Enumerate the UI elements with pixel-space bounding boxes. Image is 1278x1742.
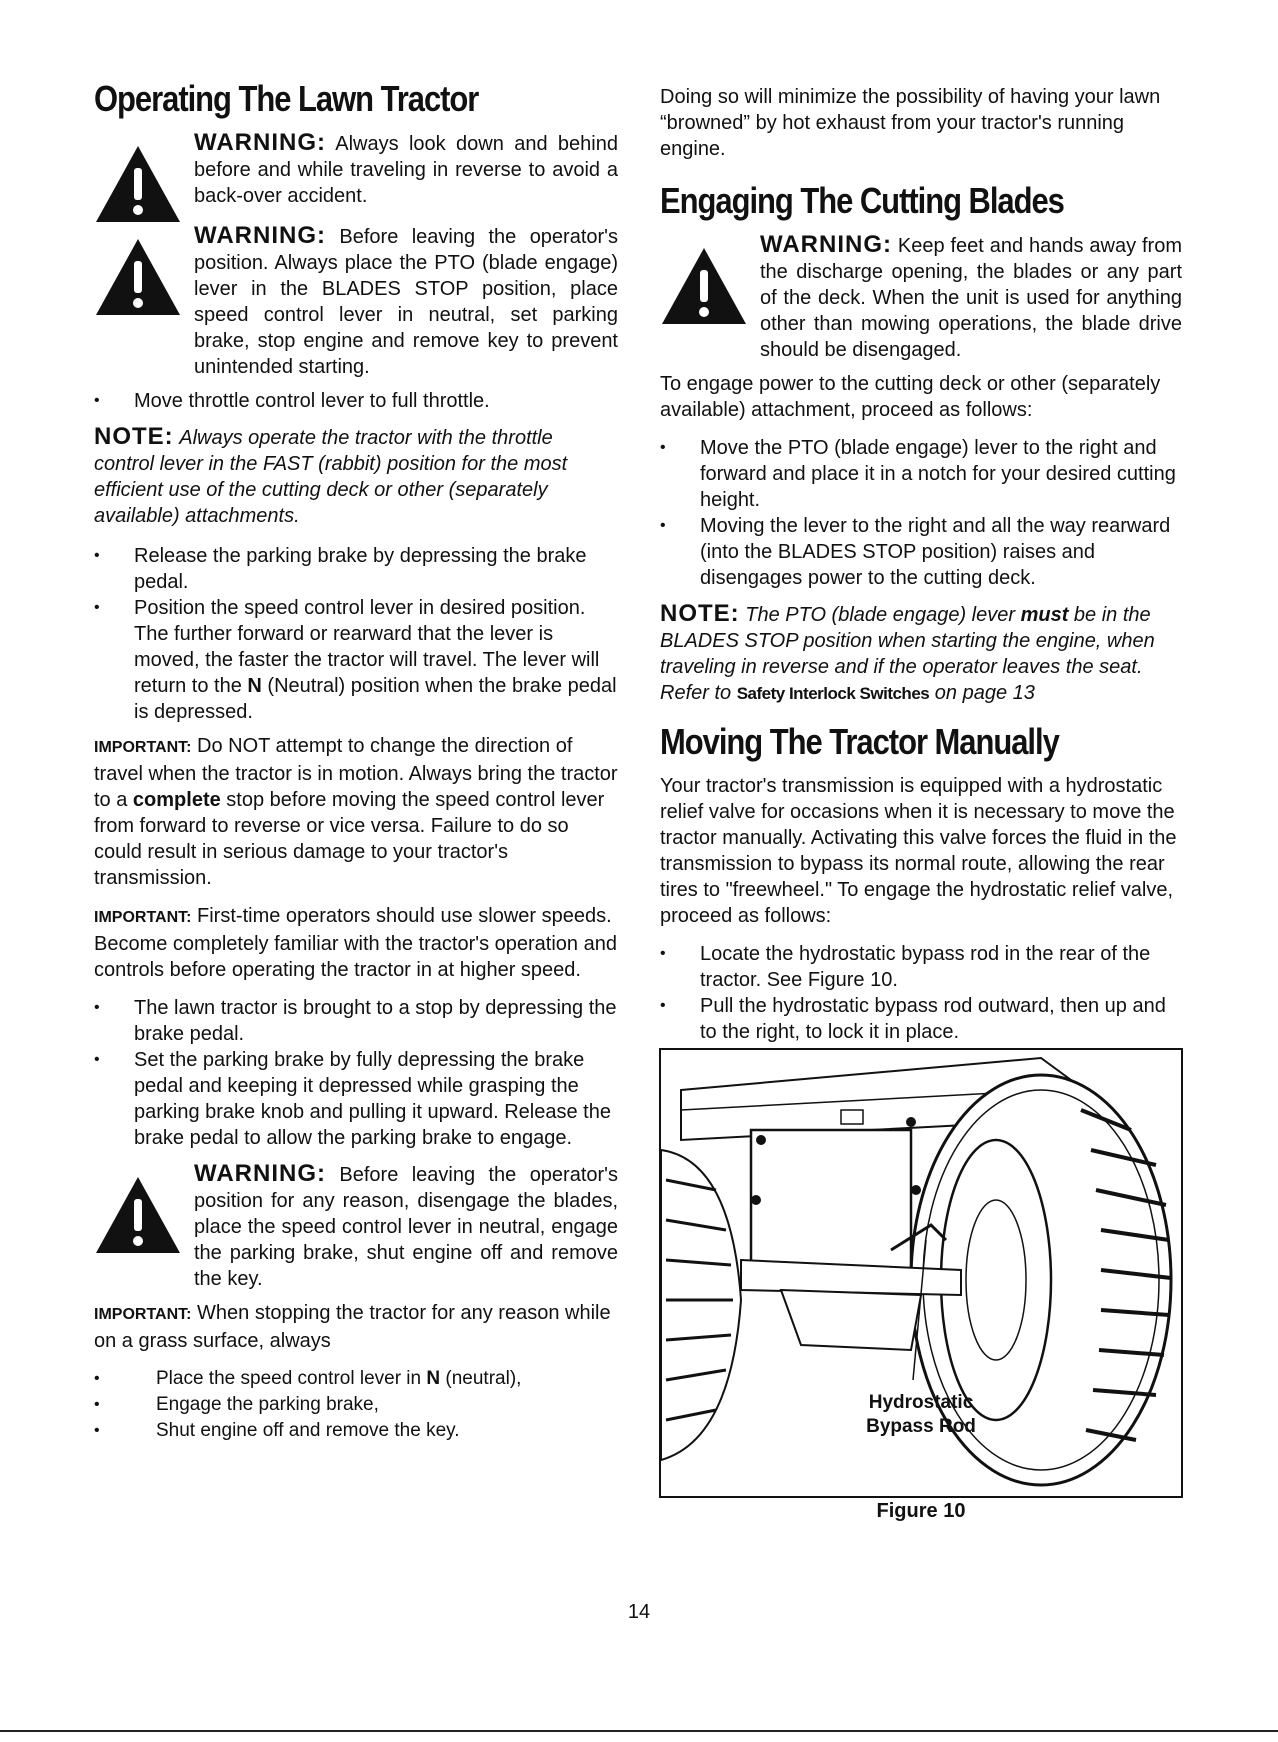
list-item: • Pull the hydrostatic bypass rod outward, then up and to the right, to lock it in place. xyxy=(660,993,1182,1045)
warning-block-reverse xyxy=(94,130,618,209)
important-label: IMPORTANT: xyxy=(94,909,192,926)
bullet-list-bypass xyxy=(660,941,1182,1045)
warning-label: WARNING: xyxy=(760,231,892,258)
important-direction: IMPORTANT: Do NOT attempt to change the direction of travel when the tractor is in motion. Always bring the tractor to a complete stop before moving the speed control lever from forward to reverse or vice versa. Failure to do so could result in serious damage to your tractor's transmission. xyxy=(94,735,618,889)
bullet-list-brake xyxy=(94,543,618,725)
warning-text: Before leaving the operator's position. Always place the PTO (blade engage) lever in the BLADES STOP position, place speed control lever in neutral, set parking brake, stop engine and remove key to prevent unintended starting. xyxy=(194,226,618,378)
list-item: • Moving the lever to the right and all the way rearward (into the BLADES STOP position) raises and disengages power to the cutting deck. xyxy=(660,513,1182,591)
warning-label: WARNING: xyxy=(194,1160,326,1187)
warning-triangle-icon xyxy=(660,246,748,326)
manual-move-paragraph: Your tractor's transmission is equipped with a hydrostatic relief valve for occasions when it is necessary to move the tractor manually. Activating this valve forces the fluid in the transmission to bypass its normal route, allowing the rear tires to "freewheel." To engage the hydrostatic relief valve, proceed as follows: xyxy=(660,775,1177,927)
list-item: • Move throttle control lever to full throttle. xyxy=(94,388,618,414)
intro-paragraph: Doing so will minimize the possibility of having your lawn “browned” by hot exhaust from your tractor's running engine. xyxy=(660,86,1161,160)
warning-label: WARNING: xyxy=(194,129,326,156)
bullet-list-throttle xyxy=(94,388,618,414)
list-item: • Release the parking brake by depressing the brake pedal. xyxy=(94,543,618,595)
important-grass: IMPORTANT: When stopping the tractor for any reason while on a grass surface, always xyxy=(94,1302,611,1352)
section-heading-cutting-blades: Engaging The Cutting Blades xyxy=(660,180,1064,221)
warning-label: WARNING: xyxy=(194,222,326,249)
warning-triangle-icon xyxy=(94,1175,182,1255)
note-text: Always operate the tractor with the throttle control lever in the FAST (rabbit) position for the most efficient use of the cutting deck or other (separately available) attachments. xyxy=(94,427,568,527)
warning-block-leaving xyxy=(94,223,618,380)
warning-text: Keep feet and hands away from the discharge opening, the blades or any part of the deck. When the unit is used for anything other than mowing operations, the blade drive should be disengaged. xyxy=(760,235,1182,361)
list-item: • Set the parking brake by fully depressing the brake pedal and keeping it depressed while grasping the parking brake knob and pulling it upward. Release the brake pedal to allow the parking brake to engage. xyxy=(94,1047,618,1151)
important-speeds: IMPORTANT: First-time operators should use slower speeds. Become completely familiar with the tractor's operation and controls before operating the tractor in at higher speed. xyxy=(94,905,617,981)
list-item: • Engage the parking brake, xyxy=(94,1392,618,1418)
list-item: • Place the speed control lever in N (neutral), xyxy=(94,1366,618,1392)
important-label: IMPORTANT: xyxy=(94,1306,192,1323)
figure-10-illustration xyxy=(659,1048,1183,1498)
warning-triangle-icon xyxy=(94,144,182,224)
callout-label: Bypass Rod xyxy=(866,1416,976,1437)
bottom-rule xyxy=(0,1730,1278,1732)
note-throttle xyxy=(94,424,618,529)
warning-text: Always look down and behind before and while traveling in reverse to avoid a back-over accident. xyxy=(194,133,618,207)
list-item: • Locate the hydrostatic bypass rod in the rear of the tractor. See Figure 10. xyxy=(660,941,1182,993)
section-heading-moving-manually: Moving The Tractor Manually xyxy=(660,721,1059,762)
callout-label: Hydrostatic xyxy=(868,1392,974,1413)
left-column xyxy=(94,78,618,1452)
list-item: • Shut engine off and remove the key. xyxy=(94,1418,618,1444)
important-label: IMPORTANT: xyxy=(94,739,192,756)
note-label: NOTE: xyxy=(660,600,740,627)
warning-block-any-reason xyxy=(94,1161,618,1292)
figure-caption: Figure 10 xyxy=(876,1500,966,1522)
right-column xyxy=(660,78,1182,1053)
warning-triangle-icon xyxy=(94,237,182,317)
bullet-list-grass xyxy=(94,1366,618,1444)
warning-block-discharge xyxy=(660,232,1182,363)
list-item: • Move the PTO (blade engage) lever to the right and forward and place it in a notch for your desired cutting height. xyxy=(660,435,1182,513)
note-pto: NOTE: The PTO (blade engage) lever must be in the BLADES STOP position when starting the engine, when traveling in reverse and if the operator leaves the seat. Refer to Safety Interlock Switches on page 13 xyxy=(660,600,1155,704)
list-item: • Position the speed control lever in desired position. The further forward or rearward that the lever is moved, the faster the tractor will travel. The lever will return to the N (Neutral) position when the brake pedal is depressed. xyxy=(94,595,618,725)
section-heading-operating: Operating The Lawn Tractor xyxy=(94,78,479,119)
cross-reference-link: Safety Interlock Switches xyxy=(736,684,930,703)
bullet-list-pto xyxy=(660,435,1182,591)
note-label: NOTE: xyxy=(94,423,174,450)
warning-text: Before leaving the operator's position for any reason, disengage the blades, place the speed control lever in neutral, engage the parking brake, shut engine off and remove the key. xyxy=(194,1164,618,1290)
list-item: • The lawn tractor is brought to a stop by depressing the brake pedal. xyxy=(94,995,618,1047)
page-number: 14 xyxy=(627,1601,651,1623)
engage-power-paragraph: To engage power to the cutting deck or other (separately available) attachment, proceed as follows: xyxy=(660,373,1161,421)
bullet-list-stop xyxy=(94,995,618,1151)
